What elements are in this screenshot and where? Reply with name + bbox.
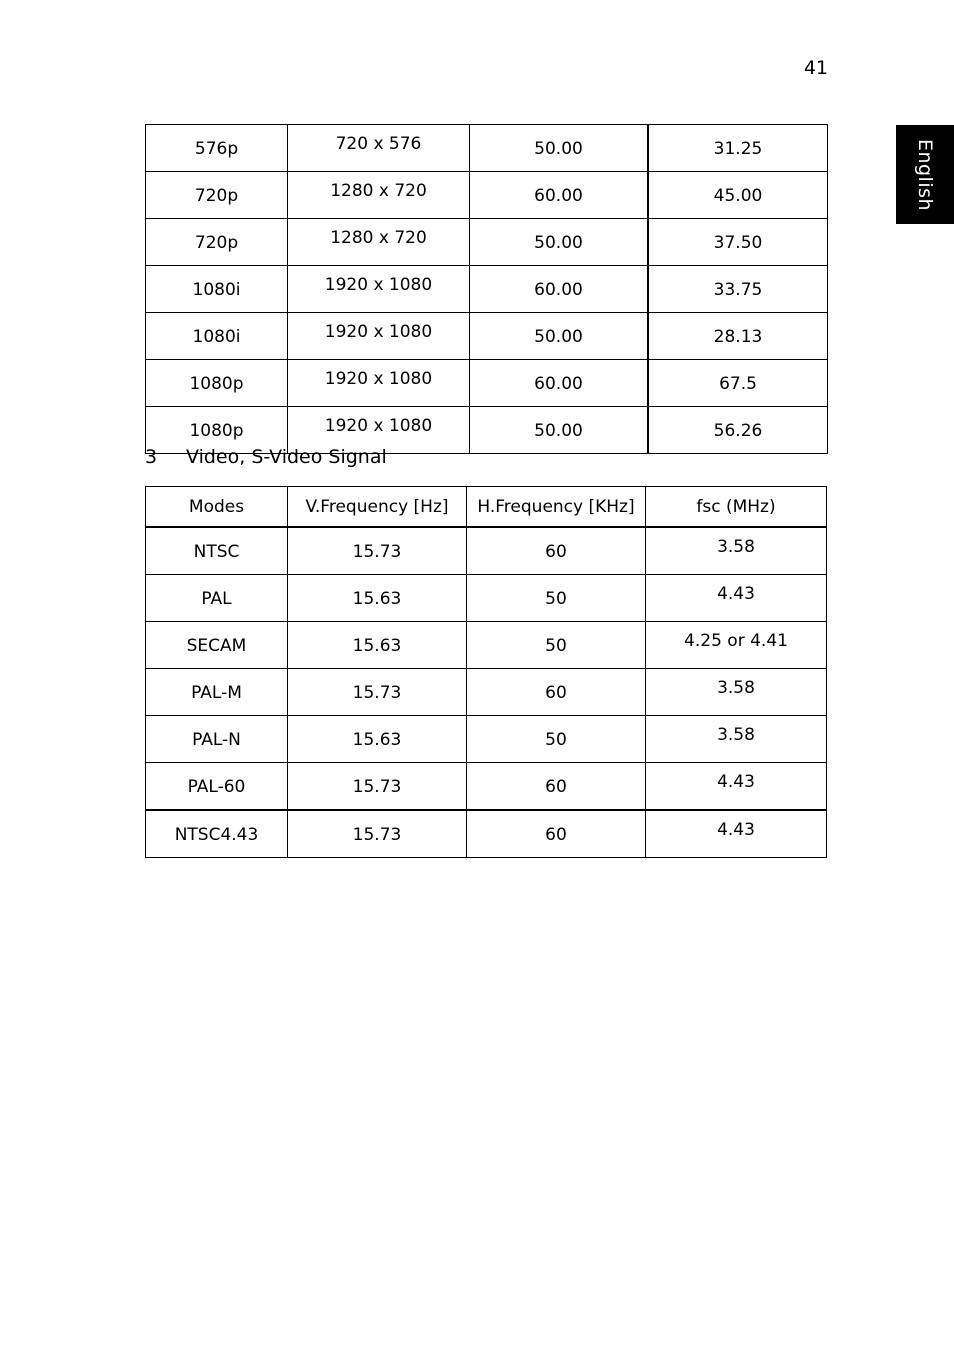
section-number: 3 <box>145 446 158 468</box>
table-cell: 28.13 <box>648 313 828 360</box>
resolution-table <box>145 124 828 454</box>
table-cell: 50 <box>467 622 646 669</box>
table-cell: 60.00 <box>470 172 649 219</box>
table-row <box>146 810 827 858</box>
column-header: Modes <box>146 487 288 528</box>
table-cell: 1080i <box>146 266 288 313</box>
table-cell: 37.50 <box>648 219 828 266</box>
table-cell: 1920 x 1080 <box>288 313 470 360</box>
table-cell: 4.25 or 4.41 <box>646 622 827 669</box>
table-cell: 15.73 <box>288 763 467 811</box>
table-cell: 1920 x 1080 <box>288 360 470 407</box>
table-cell: 60 <box>467 763 646 811</box>
table-cell: 15.73 <box>288 669 467 716</box>
table-cell: 50.00 <box>470 219 649 266</box>
table-cell: 60 <box>467 810 646 858</box>
table-cell: 1920 x 1080 <box>288 266 470 313</box>
table-cell: PAL-60 <box>146 763 288 811</box>
table-cell: 15.63 <box>288 622 467 669</box>
table-row <box>146 622 827 669</box>
table-row <box>146 763 827 811</box>
table-cell: 1080p <box>146 360 288 407</box>
table-cell: 15.73 <box>288 527 467 575</box>
language-tab <box>896 125 954 224</box>
table-cell: 50 <box>467 575 646 622</box>
table-cell: 15.63 <box>288 575 467 622</box>
table-cell: PAL-N <box>146 716 288 763</box>
table-cell: 50.00 <box>470 125 649 172</box>
table-row <box>146 716 827 763</box>
table-cell: 60 <box>467 527 646 575</box>
table-row <box>146 360 828 407</box>
table-cell: PAL-M <box>146 669 288 716</box>
table-row <box>146 172 828 219</box>
table-cell: SECAM <box>146 622 288 669</box>
table-row <box>146 125 828 172</box>
table-cell: 45.00 <box>648 172 828 219</box>
table-cell: 56.26 <box>648 407 828 454</box>
table-row <box>146 575 827 622</box>
table-cell: 15.73 <box>288 810 467 858</box>
table-cell: 4.43 <box>646 575 827 622</box>
table-header-row <box>146 487 827 528</box>
table-row <box>146 669 827 716</box>
table-cell: 33.75 <box>648 266 828 313</box>
table-cell: 50 <box>467 716 646 763</box>
language-tab-label: English <box>914 138 937 211</box>
table-cell: 4.43 <box>646 763 827 811</box>
table-cell: 67.5 <box>648 360 828 407</box>
table-cell: 1080p <box>146 407 288 454</box>
column-header: H.Frequency [KHz] <box>467 487 646 528</box>
column-header: fsc (MHz) <box>646 487 827 528</box>
video-signal-table <box>145 486 827 858</box>
table-cell: 1920 x 1080 <box>288 407 470 454</box>
table-row <box>146 219 828 266</box>
table-cell: 720p <box>146 172 288 219</box>
table-cell: 60.00 <box>470 266 649 313</box>
table-cell: 576p <box>146 125 288 172</box>
table-cell: 50.00 <box>470 313 649 360</box>
table-cell: 3.58 <box>646 527 827 575</box>
table-cell: 1080i <box>146 313 288 360</box>
table-row <box>146 313 828 360</box>
table-row <box>146 266 828 313</box>
table-cell: 1280 x 720 <box>288 172 470 219</box>
table-cell: 31.25 <box>648 125 828 172</box>
table-cell: NTSC4.43 <box>146 810 288 858</box>
table-cell: 50.00 <box>470 407 649 454</box>
table-cell: 15.63 <box>288 716 467 763</box>
table-cell: 1280 x 720 <box>288 219 470 266</box>
table-cell: 60 <box>467 669 646 716</box>
table-cell: 60.00 <box>470 360 649 407</box>
table-cell: 720p <box>146 219 288 266</box>
section-title: Video, S-Video Signal <box>186 446 387 468</box>
table-cell: PAL <box>146 575 288 622</box>
table-row <box>146 527 827 575</box>
section-heading <box>145 445 387 469</box>
table-cell: NTSC <box>146 527 288 575</box>
table-cell: 4.43 <box>646 810 827 858</box>
table-cell: 3.58 <box>646 716 827 763</box>
column-header: V.Frequency [Hz] <box>288 487 467 528</box>
table-cell: 720 x 576 <box>288 125 470 172</box>
table-cell: 3.58 <box>646 669 827 716</box>
page-number: 41 <box>803 57 828 79</box>
